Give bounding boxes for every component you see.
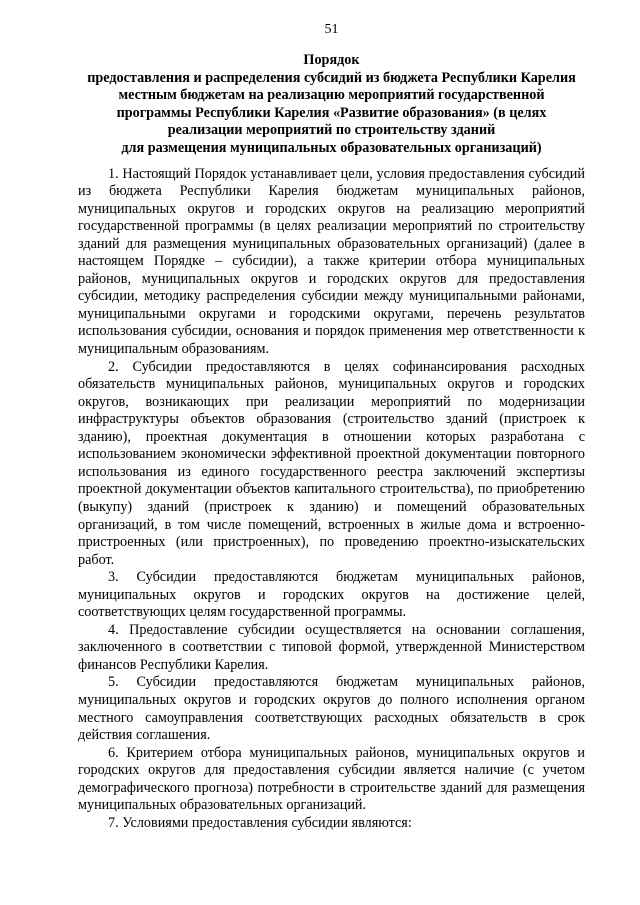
paragraph-3: 3. Субсидии предоставляются бюджетам муниципальных районов, муниципальных округов и городских округов на достижение целей, соответствующих целям государственной программы.	[78, 569, 585, 621]
paragraph-1: 1. Настоящий Порядок устанавливает цели, условия предоставления субсидий из бюджета Республики Карелия бюджетам муниципальных районов, муниципальных округов и городских округов на реализацию мероприятий государственной программы (в целях реализации мероприятий по строительству зданий для размещения муниципальных образовательных организаций) (далее в настоящем Порядке – субсидии), а также критерии отбора муниципальных районов, муниципальных округов и городских округов для предоставления субсидии, методику распределения субсидии между муниципальными районами, муниципальными округами и городскими округами, перечень результатов использования субсидии, основания и порядок применения мер ответственности к муниципальным образованиям.	[78, 165, 585, 358]
document-title	[78, 52, 585, 158]
title-line: для размещения муниципальных образовательных организаций)	[121, 139, 542, 156]
paragraph-6: 6. Критерием отбора муниципальных районов, муниципальных округов и городских округов для предоставления субсидии является наличие (с учетом демографического прогноза) потребности в строительстве зданий для размещения муниципальных образовательных организаций.	[78, 744, 585, 814]
title-line: реализации мероприятий по строительству зданий	[167, 122, 496, 139]
page-number: 51	[324, 22, 339, 37]
document-body	[78, 166, 585, 833]
document-page	[78, 22, 585, 832]
paragraph-5: 5. Субсидии предоставляются бюджетам муниципальных районов, муниципальных округов и городских округов до полного исполнения органом местного самоуправления соответствующих расходных обязательств в срок действия соглашения.	[78, 674, 585, 744]
paragraph-4: 4. Предоставление субсидии осуществляется на основании соглашения, заключенного в соответствии с типовой формой, утвержденной Министерством финансов Республики Карелия.	[78, 621, 585, 673]
title-line: программы Республики Карелия «Развитие образования» (в целях	[116, 104, 547, 121]
title-line: Порядок	[303, 52, 360, 68]
title-line: предоставления и распределения субсидий из бюджета Республики Карелия	[87, 69, 576, 86]
title-line: местным бюджетам на реализацию мероприятий государственной	[118, 87, 545, 104]
paragraph-7: 7. Условиями предоставления субсидии являются:	[108, 814, 412, 831]
paragraph-2: 2. Субсидии предоставляются в целях софинансирования расходных обязательств муниципальных районов, муниципальных округов и городских округов, возникающих при реализации мероприятий по модернизации инфраструктуры объектов образования (строительство зданий (пристроек к зданию), проектная документация в отношении которых разработана с использованием экономически эффективной проектной документации повторного использования из единого государственного реестра заключений экспертизы проектной документации объектов капитального строительства), по приобретению (выкупу) зданий (пристроек к зданию) и помещений образовательных организаций, в том числе помещений, встроенных в жилые дома и встроенно-пристроенных (или пристроенных), по проведению проектно-изыскательских работ.	[78, 358, 585, 568]
